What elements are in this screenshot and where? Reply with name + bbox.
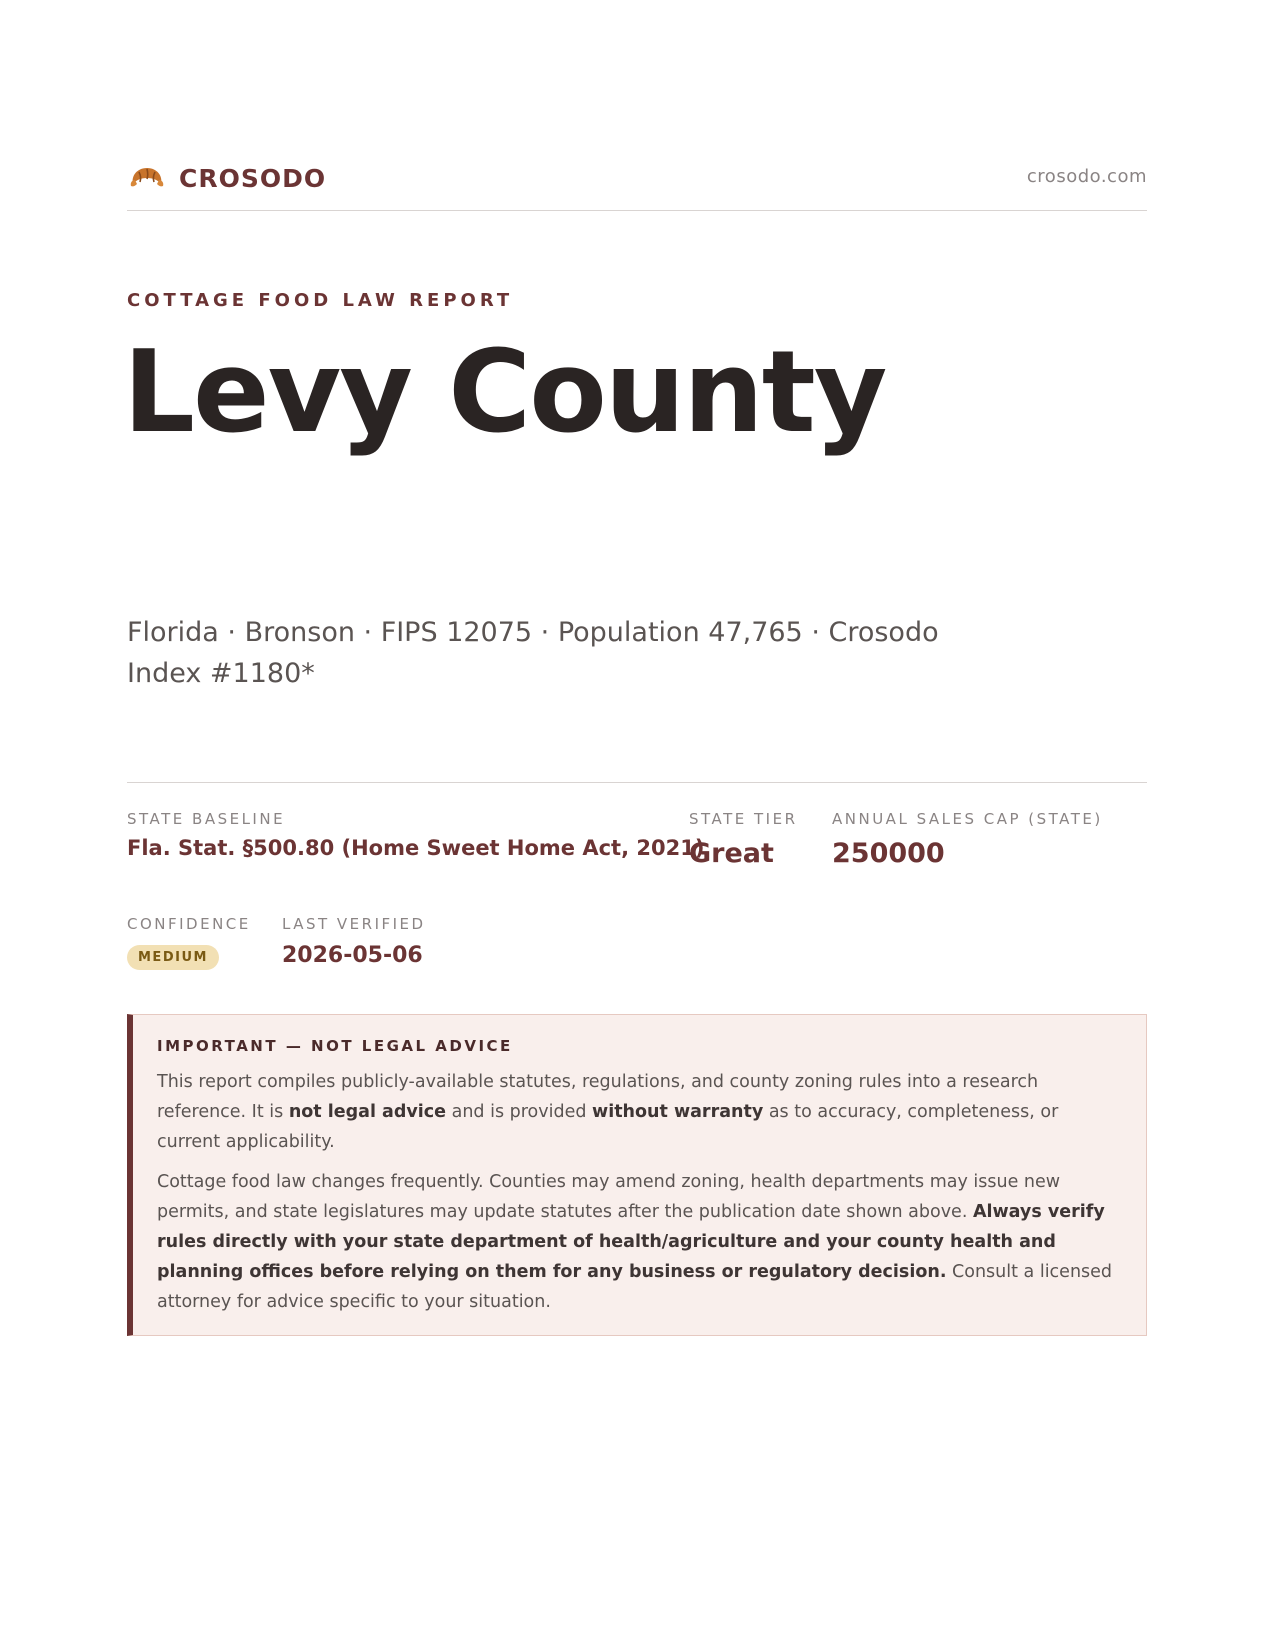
page-header	[127, 158, 1147, 211]
stat-value: 2026-05-06	[282, 943, 423, 968]
stat-value: Great	[689, 838, 774, 869]
stat-annual-sales-cap	[832, 810, 1103, 869]
stat-label: STATE TIER	[689, 810, 798, 828]
report-subtitle: Florida · Bronson · FIPS 12075 · Population 47,765 · Crosodo Index #1180*	[127, 617, 939, 689]
confidence-badge: MEDIUM	[127, 945, 219, 970]
notice-text: This report compiles publicly-available statutes, regulations, and county zoning rules into a research reference. It is	[157, 1072, 1039, 1122]
notice-text: as to accuracy, completeness, or current applicability.	[157, 1102, 1059, 1152]
site-url[interactable]: crosodo.com	[1026, 166, 1147, 187]
notice-text: Consult a licensed attorney for advice specific to your situation.	[157, 1262, 1113, 1312]
stat-label: LAST VERIFIED	[282, 915, 426, 933]
notice-text: Cottage food law changes frequently. Counties may amend zoning, health departments may issue new permits, and state legislatures may update statutes after the publication date shown above.	[157, 1172, 1061, 1222]
stat-value: 250000	[832, 838, 945, 869]
stat-state-baseline	[127, 810, 704, 860]
notice-emphasis: without warranty	[592, 1102, 764, 1122]
brand	[127, 158, 326, 198]
stat-last-verified	[282, 915, 426, 968]
stat-state-tier	[689, 810, 798, 869]
stat-label: STATE BASELINE	[127, 810, 286, 828]
notice-text: and is provided	[446, 1102, 593, 1122]
notice-paragraph-1	[157, 1067, 1122, 1157]
stat-value: Fla. Stat. §500.80 (Home Sweet Home Act, 2021)	[127, 836, 705, 860]
section-divider	[127, 782, 1147, 783]
notice-paragraph-2	[157, 1167, 1122, 1317]
brand-name: CROSODO	[179, 163, 327, 193]
report-eyebrow: COTTAGE FOOD LAW REPORT	[127, 290, 514, 311]
notice-emphasis: not legal advice	[288, 1102, 447, 1122]
stat-label: CONFIDENCE	[127, 915, 251, 933]
stat-confidence	[127, 915, 251, 970]
page-title: Levy County	[123, 326, 886, 458]
notice-emphasis: Always verify rules directly with your state department of health/agriculture and your county health and planning offices before relying on them for any business or regulatory decision.	[157, 1202, 1105, 1282]
croissant-icon	[127, 158, 167, 198]
notice-title: IMPORTANT — NOT LEGAL ADVICE	[157, 1037, 513, 1055]
legal-notice	[127, 1014, 1147, 1336]
stat-label: ANNUAL SALES CAP (STATE)	[832, 810, 1103, 828]
